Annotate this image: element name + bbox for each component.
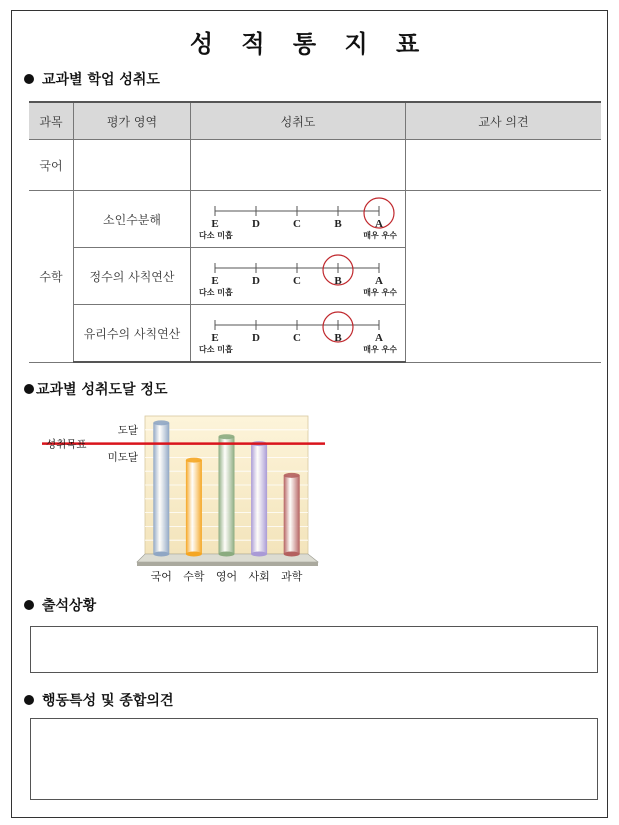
chart-bar-cap: [153, 420, 169, 425]
scale-level-label: E: [211, 275, 219, 287]
scale-level-label: B: [334, 275, 342, 287]
chart-category-label: 영어: [215, 570, 238, 583]
scale-level-label: E: [211, 218, 219, 230]
chart-bar-cap: [284, 473, 300, 478]
table-header-row: [29, 102, 601, 140]
scale-level-label: C: [293, 275, 301, 287]
section-heading-attendance: 출석상황: [24, 595, 96, 615]
subject-cell: 수학: [29, 191, 74, 363]
scale-low-label: 다소 미흡: [199, 288, 233, 297]
chart-floor-edge: [137, 562, 318, 566]
chart-bar-base: [284, 552, 300, 557]
chart-bar-base: [186, 552, 202, 557]
achievement-table: [29, 101, 601, 363]
behavior-comment-box[interactable]: [30, 718, 598, 800]
area-cell: 정수의 사칙연산: [74, 248, 191, 305]
header-achievement: 성취도: [191, 102, 406, 140]
scale-high-label: 매우 우수: [363, 231, 397, 240]
achievement-scale-cell: [191, 191, 406, 248]
bullet-icon: [24, 74, 34, 84]
scale-level-label: A: [375, 332, 383, 344]
scale-level-label: B: [334, 218, 342, 230]
bullet-icon: [24, 600, 34, 610]
scale-level-label: A: [375, 218, 383, 230]
chart-bar: [186, 460, 202, 554]
scale-level-label: C: [293, 332, 301, 344]
achievement-cell: [191, 140, 406, 191]
section-heading-achievement: 교과별 학업 성취도: [24, 69, 160, 89]
above-target-label: 도달: [117, 424, 138, 437]
chart-bar-cap: [186, 458, 202, 463]
chart-category-label: 과학: [281, 570, 303, 583]
header-subject: 과목: [29, 102, 74, 140]
attainment-chart: [30, 408, 340, 586]
achievement-scale-cell: [191, 305, 406, 363]
chart-category-label: 국어: [150, 570, 172, 583]
comment-cell: [406, 140, 602, 191]
scale-level-label: D: [252, 275, 260, 287]
attendance-box[interactable]: [30, 626, 598, 673]
below-target-label: 미도달: [107, 451, 138, 464]
area-cell: [74, 140, 191, 191]
target-label: 성취목표: [46, 438, 87, 451]
subject-cell: 국어: [29, 140, 74, 191]
achievement-scale-cell: [191, 248, 406, 305]
scale-level-label: B: [334, 332, 342, 344]
header-area: 평가 영역: [74, 102, 191, 140]
scale-high-label: 매우 우수: [363, 288, 397, 297]
table-row: [29, 191, 601, 248]
area-cell: 소인수분해: [74, 191, 191, 248]
comment-cell: [406, 191, 602, 363]
achievement-scale: [191, 248, 405, 304]
chart-bar: [251, 444, 267, 554]
document-title: 성 적 통 지 표: [189, 30, 430, 58]
chart-bar-base: [251, 552, 267, 557]
chart-bar: [219, 437, 235, 554]
scale-high-label: 매우 우수: [363, 345, 397, 354]
section-heading-behavior: 행동특성 및 종합의견: [24, 690, 173, 710]
chart-category-label: 사회: [248, 570, 270, 583]
scale-low-label: 다소 미흡: [199, 231, 233, 240]
chart-bar-cap: [219, 434, 235, 439]
scale-level-label: E: [211, 332, 219, 344]
chart-bar: [284, 475, 300, 554]
chart-category-label: 수학: [183, 570, 205, 583]
achievement-scale: [191, 305, 405, 361]
chart-bar-base: [153, 552, 169, 557]
scale-level-label: D: [252, 332, 260, 344]
table-row: [29, 140, 601, 191]
area-cell: 유리수의 사칙연산: [74, 305, 191, 363]
scale-level-label: D: [252, 218, 260, 230]
scale-level-label: A: [375, 275, 383, 287]
bullet-icon: [24, 695, 34, 705]
header-teacher-comment: 교사 의견: [406, 102, 602, 140]
chart-bar-base: [219, 552, 235, 557]
bullet-icon: [24, 384, 34, 394]
scale-level-label: C: [293, 218, 301, 230]
achievement-scale: [191, 191, 405, 247]
section-heading-attainment: 교과별 성취도달 정도: [24, 379, 167, 399]
scale-low-label: 다소 미흡: [199, 345, 233, 354]
